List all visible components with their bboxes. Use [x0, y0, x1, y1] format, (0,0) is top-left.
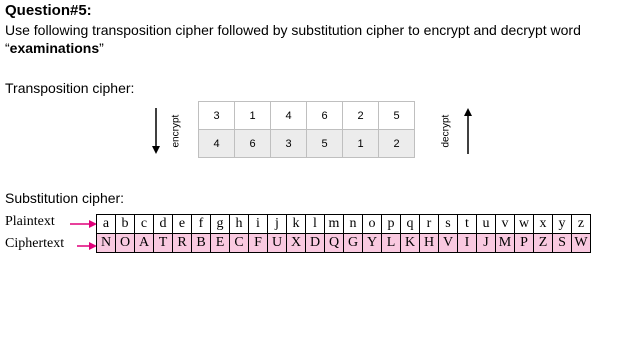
plaintext-cell: d [154, 215, 173, 234]
question-title: Question#5: [5, 2, 92, 19]
ciphertext-cell: D [306, 234, 325, 253]
ciphertext-cell: J [477, 234, 496, 253]
ciphertext-cell: V [439, 234, 458, 253]
encrypt-label: encrypt [170, 114, 182, 148]
arrow-up-icon [462, 108, 474, 156]
close-quote: ” [99, 40, 104, 56]
plaintext-cell: s [439, 215, 458, 234]
ciphertext-cell: H [420, 234, 439, 253]
ciphertext-row [97, 234, 591, 253]
arrow-down-icon [150, 108, 162, 156]
ciphertext-cell: A [135, 234, 154, 253]
plaintext-cell: i [249, 215, 268, 234]
plaintext-cell: q [401, 215, 420, 234]
plaintext-cell: g [211, 215, 230, 234]
plaintext-cell: c [135, 215, 154, 234]
plaintext-cell: u [477, 215, 496, 234]
ciphertext-cell: G [344, 234, 363, 253]
ciphertext-cell: U [268, 234, 287, 253]
ciphertext-cell: Y [363, 234, 382, 253]
plaintext-cell: b [116, 215, 135, 234]
ciphertext-cell: O [116, 234, 135, 253]
open-quote: “ [5, 40, 10, 56]
transposition-key-row [199, 102, 415, 130]
plaintext-cell: o [363, 215, 382, 234]
key-cell: 3 [199, 102, 235, 130]
plaintext-cell: t [458, 215, 477, 234]
plaintext-label: Plaintext [5, 214, 55, 229]
plaintext-cell: z [572, 215, 591, 234]
plaintext-cell: v [496, 215, 515, 234]
plaintext-cell: y [553, 215, 572, 234]
key-cell: 5 [379, 102, 415, 130]
ciphertext-cell: T [154, 234, 173, 253]
ciphertext-cell: S [553, 234, 572, 253]
transposition-table [198, 101, 415, 158]
key-cell: 6 [235, 130, 271, 158]
arrow-right-icon [70, 219, 97, 229]
ciphertext-cell: F [249, 234, 268, 253]
transposition-heading: Transposition cipher: [5, 80, 135, 96]
plaintext-cell: k [287, 215, 306, 234]
key-cell: 6 [307, 102, 343, 130]
target-word: examinations [9, 40, 100, 56]
plaintext-cell: x [534, 215, 553, 234]
key-cell: 2 [379, 130, 415, 158]
ciphertext-cell: R [173, 234, 192, 253]
plaintext-cell: r [420, 215, 439, 234]
ciphertext-cell: N [97, 234, 116, 253]
key-cell: 1 [343, 130, 379, 158]
ciphertext-cell: B [192, 234, 211, 253]
arrow-right-icon [77, 241, 97, 251]
ciphertext-cell: Q [325, 234, 344, 253]
plaintext-cell: m [325, 215, 344, 234]
plaintext-cell: a [97, 215, 116, 234]
key-cell: 4 [271, 102, 307, 130]
substitution-table [96, 214, 591, 253]
ciphertext-cell: W [572, 234, 591, 253]
transposition-inverse-row [199, 130, 415, 158]
key-cell: 1 [235, 102, 271, 130]
ciphertext-cell: P [515, 234, 534, 253]
plaintext-cell: f [192, 215, 211, 234]
plaintext-row [97, 215, 591, 234]
ciphertext-label: Ciphertext [5, 236, 65, 251]
ciphertext-cell: M [496, 234, 515, 253]
ciphertext-cell: Z [534, 234, 553, 253]
plaintext-cell: j [268, 215, 287, 234]
decrypt-label: decrypt [440, 114, 452, 148]
ciphertext-cell: L [382, 234, 401, 253]
key-cell: 3 [271, 130, 307, 158]
ciphertext-cell: C [230, 234, 249, 253]
plaintext-cell: e [173, 215, 192, 234]
ciphertext-cell: X [287, 234, 306, 253]
ciphertext-cell: E [211, 234, 230, 253]
plaintext-cell: n [344, 215, 363, 234]
plaintext-cell: w [515, 215, 534, 234]
question-text: Use following transposition cipher followed by substitution cipher to encrypt and decrypt word [5, 22, 581, 38]
key-cell: 5 [307, 130, 343, 158]
key-cell: 2 [343, 102, 379, 130]
key-cell: 4 [199, 130, 235, 158]
substitution-heading: Substitution cipher: [5, 190, 125, 206]
ciphertext-cell: K [401, 234, 420, 253]
ciphertext-cell: I [458, 234, 477, 253]
question-word-line [5, 40, 104, 56]
plaintext-cell: l [306, 215, 325, 234]
plaintext-cell: p [382, 215, 401, 234]
plaintext-cell: h [230, 215, 249, 234]
